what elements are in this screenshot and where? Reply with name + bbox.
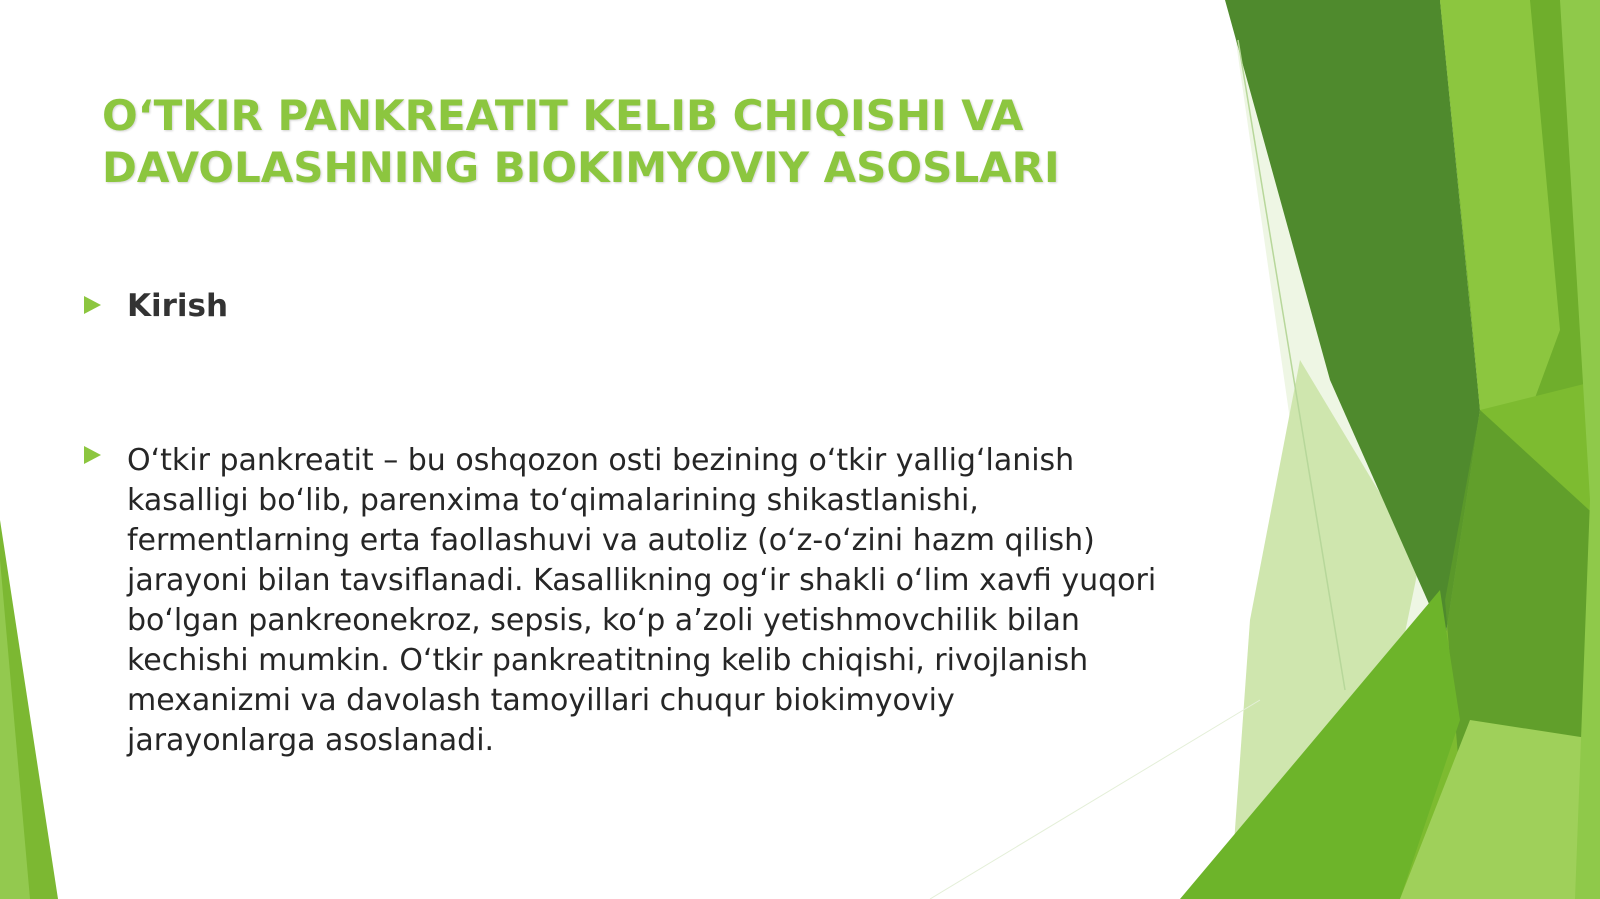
- paragraph-line: kasalligi bo‘lib, parenxima to‘qimalarining shikastlanishi,: [127, 483, 979, 518]
- paragraph-line: jarayoni bilan tavsiflanadi. Kasallikning og‘ir shakli o‘lim xavfi yuqori: [127, 563, 1157, 598]
- slide-title-line-2: DAVOLASHNING BIOKIMYOVIY ASOSLARI: [102, 143, 1060, 192]
- paragraph-line: fermentlarning erta faollashuvi va autoliz (o‘z-o‘zini hazm qilish): [127, 523, 1095, 558]
- bullet-heading: Kirish: [127, 288, 229, 324]
- paragraph-line: mexanizmi va davolash tamoyillari chuqur biokimyoviy: [127, 683, 955, 718]
- paragraph-line: jarayonlarga asoslanadi.: [127, 723, 495, 758]
- triangle-bullet-icon: [84, 296, 101, 314]
- triangle-bullet-icon: [84, 446, 101, 464]
- slide-title-line-1: O‘TKIR PANKREATIT KELIB CHIQISHI VA: [102, 91, 1024, 140]
- bullet-paragraph: [127, 441, 1156, 761]
- paragraph-line: kechishi mumkin. O‘tkir pankreatitning kelib chiqishi, rivojlanish: [127, 643, 1089, 678]
- slide-title: [102, 90, 1202, 194]
- bullet-item-intro: [84, 286, 1194, 326]
- paragraph-line: O‘tkir pankreatit – bu oshqozon osti bezining o‘tkir yallig‘lanish: [127, 443, 1075, 478]
- paragraph-line: bo‘lgan pankreonekroz, sepsis, ko‘p a’zoli yetishmovchilik bilan: [127, 603, 1080, 638]
- bullet-item-body: [84, 441, 1194, 761]
